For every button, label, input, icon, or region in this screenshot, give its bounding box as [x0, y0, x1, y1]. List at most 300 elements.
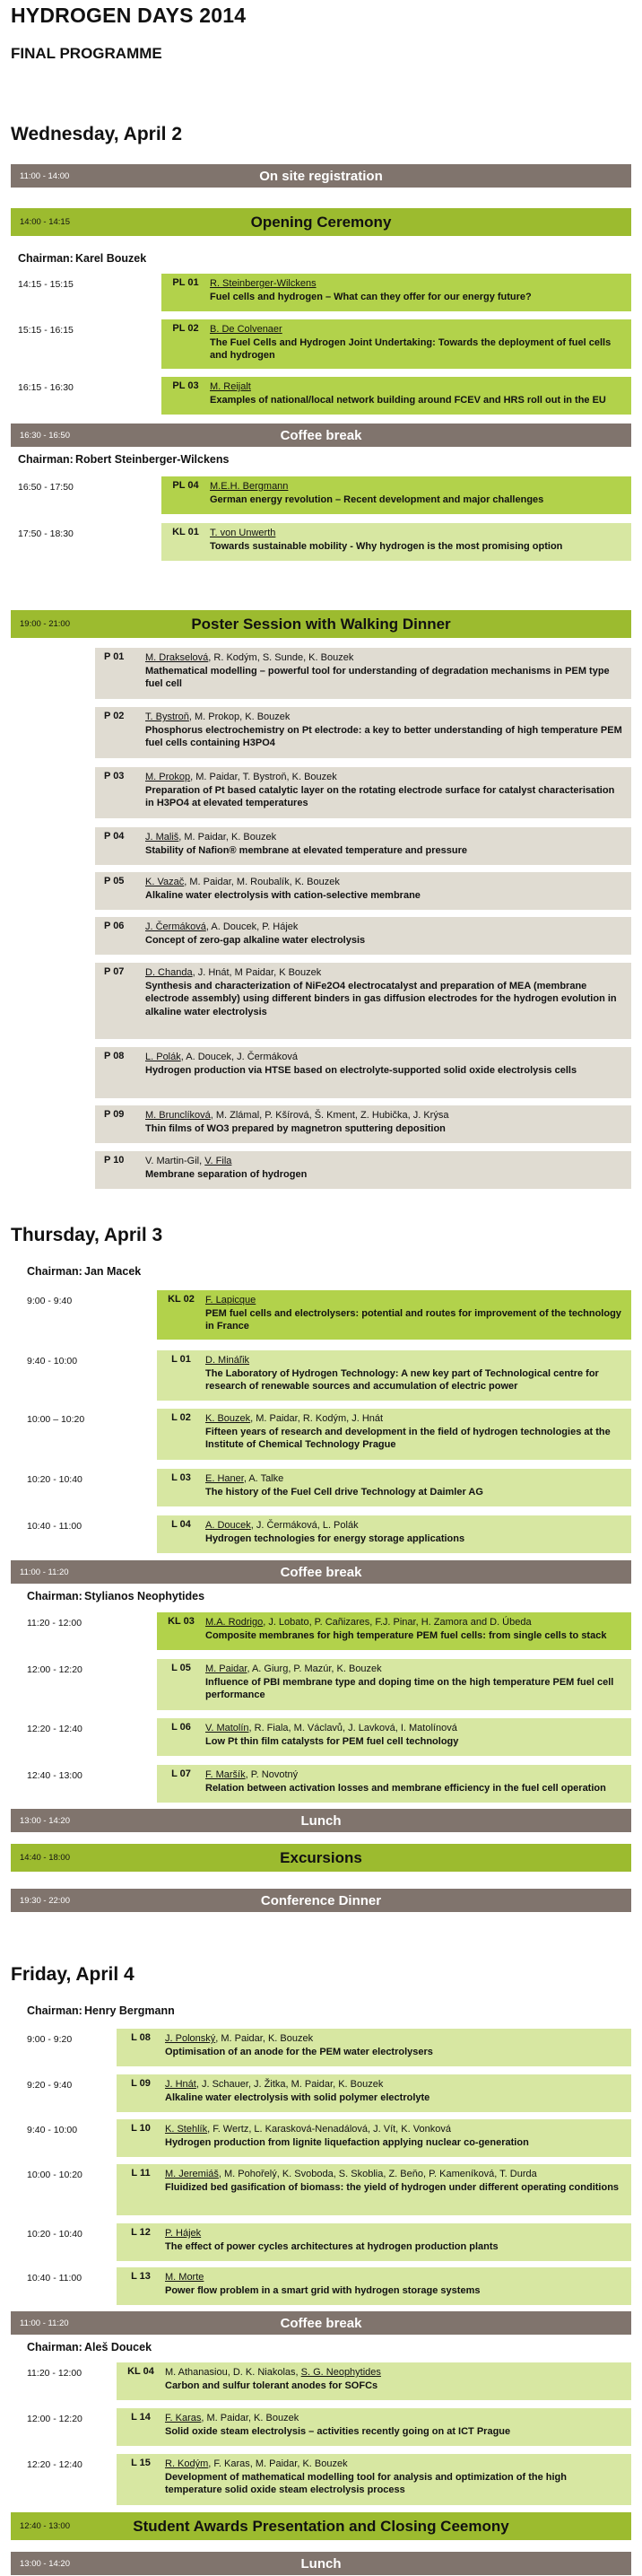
talk-time: 15:15 - 16:15	[18, 325, 74, 336]
talk-time: 12:20 - 12:40	[27, 1724, 82, 1734]
talk-code: L 14	[131, 2412, 151, 2423]
programme-title: HYDROGEN DAYS 2014	[11, 4, 247, 27]
session-label: On site registration	[259, 168, 383, 184]
talk-entry	[117, 2074, 631, 2112]
talk-title: The history of the Fuel Cell drive Technology at Daimler AG	[205, 1486, 483, 1498]
talk-code: L 15	[131, 2458, 151, 2468]
presenting-author-link[interactable]: M. Prokop	[145, 772, 191, 782]
talk-time: 10:40 - 11:00	[27, 2273, 82, 2283]
poster-entry	[95, 917, 631, 955]
talk-body	[165, 2271, 631, 2301]
talk-code: L 01	[171, 1354, 191, 1365]
poster-authors	[145, 831, 624, 844]
co-authors: , M. Paidar, K. Bouzek	[201, 2413, 299, 2423]
talk-body	[165, 2168, 631, 2212]
talk-body	[165, 2412, 631, 2442]
talk-code: L 07	[171, 1768, 191, 1779]
talk-title: Towards sustainable mobility - Why hydrogen is the most promising option	[210, 540, 563, 552]
talk-time: 12:40 - 13:00	[27, 1770, 82, 1781]
poster-code: P 05	[104, 876, 125, 886]
presenting-author-link[interactable]: M. Jeremiáš	[165, 2169, 219, 2179]
talk-code: PL 03	[172, 380, 199, 391]
talk-entry	[161, 476, 631, 514]
talk-entry	[157, 1659, 631, 1710]
talk-entry	[161, 523, 631, 561]
presenting-author-link[interactable]: V. Fila	[204, 1156, 232, 1166]
poster-entry	[95, 648, 631, 699]
talk-body	[205, 1354, 631, 1397]
co-authors: , J. Hnát, M Paidar, K Bouzek	[192, 967, 322, 978]
talk-authors	[165, 2412, 624, 2425]
talk-time: 11:20 - 12:00	[27, 2368, 82, 2379]
poster-authors	[145, 1051, 624, 1064]
talk-authors	[205, 1616, 624, 1629]
poster-entry	[95, 1151, 631, 1189]
talk-authors	[165, 2078, 624, 2091]
talk-body	[205, 1768, 631, 1799]
presenting-author-link[interactable]: J. Polonský	[165, 2033, 216, 2044]
chairman-key: Chairman:	[27, 1590, 82, 1602]
poster-authors	[145, 966, 624, 980]
chairman-line	[27, 1590, 204, 1602]
chairman-line	[27, 2341, 152, 2353]
presenting-author-link[interactable]: D. Chanda	[145, 967, 193, 978]
presenting-author-link[interactable]: V. Matolín	[205, 1723, 249, 1733]
session-label: Coffee break	[280, 1564, 362, 1580]
session-label: Coffee break	[280, 427, 362, 443]
presenting-author-link[interactable]: S. G. Neophytides	[300, 2367, 381, 2378]
session-bar	[11, 1560, 631, 1584]
poster-code: P 07	[104, 966, 125, 977]
co-authors: , J. Lobato, P. Cañizares, F.J. Pinar, H. Zamora and D. Úbeda	[263, 1617, 532, 1628]
chairman-line	[27, 1265, 141, 1278]
talk-title: Fifteen years of research and development in the field of hydrogen technologies at the Institute of Chemical Technology Prague	[205, 1426, 611, 1450]
presenting-author-link[interactable]: D. Mináľik	[205, 1355, 250, 1366]
talk-code: KL 04	[127, 2366, 154, 2377]
talk-code: L 09	[131, 2078, 151, 2089]
co-authors: , M. Prokop, K. Bouzek	[188, 712, 291, 722]
talk-authors	[210, 323, 624, 336]
poster-entry	[95, 963, 631, 1039]
session-time: 14:00 - 14:15	[20, 217, 70, 227]
poster-authors	[145, 711, 624, 724]
session-time: 12:40 - 13:00	[20, 2521, 70, 2531]
chairman-name: Henry Bergmann	[84, 2004, 175, 2017]
presenting-author-link[interactable]: M. Paidar	[205, 1663, 247, 1674]
talk-title: Examples of national/local network building around FCEV and HRS roll out in the EU	[210, 394, 606, 406]
session-bar	[11, 1809, 631, 1832]
talk-title: German energy revolution – Recent development and major challenges	[210, 493, 544, 505]
talk-authors	[165, 2168, 624, 2181]
talk-time: 16:15 - 16:30	[18, 382, 74, 393]
presenting-author-link[interactable]: K. Vazač	[145, 877, 185, 887]
presenting-author-link[interactable]: A. Doucek	[205, 1520, 251, 1531]
poster-body	[145, 831, 631, 861]
poster-title: Preparation of Pt based catalytic layer on the rotating electrode surface for catalyst characterisation in H3PO4 at elevated temperatures	[145, 784, 615, 808]
talk-code: L 12	[131, 2227, 151, 2238]
talk-entry	[161, 377, 631, 415]
talk-title: Relation between activation losses and membrane efficiency in the fuel cell operation	[205, 1782, 606, 1794]
talk-entry	[157, 1765, 631, 1803]
co-authors: , R. Kodým, S. Sunde, K. Bouzek	[208, 652, 354, 663]
chairman-name: Aleš Doucek	[84, 2341, 152, 2353]
talk-authors	[205, 1472, 624, 1486]
co-authors: , M. Paidar, T. Bystroň, K. Bouzek	[190, 772, 337, 782]
poster-entry	[95, 872, 631, 910]
talk-title: Carbon and sulfur tolerant anodes for SOFCs	[165, 2380, 378, 2391]
talk-entry	[157, 1409, 631, 1460]
talk-code: L 10	[131, 2123, 151, 2134]
talk-authors	[205, 1768, 624, 1782]
talk-body	[205, 1722, 631, 1752]
chairman-name: Jan Macek	[84, 1265, 142, 1278]
session-label: Conference Dinner	[260, 1892, 382, 1908]
poster-title: Alkaline water electrolysis with cation-selective membrane	[145, 889, 421, 901]
poster-title: Hydrogen production via HTSE based on electrolyte-supported solid oxide electrolysis cells	[145, 1064, 577, 1076]
talk-entry	[157, 1515, 631, 1553]
co-authors: , A. Doucek, P. Hájek	[205, 921, 299, 932]
talk-title: Low Pt thin film catalysts for PEM fuel cell technology	[205, 1735, 459, 1747]
talk-body	[205, 1294, 631, 1336]
chairman-name: Robert Steinberger-Wilckens	[75, 453, 230, 466]
talk-time: 9:40 - 10:00	[27, 1356, 78, 1367]
session-time: 13:00 - 14:20	[20, 2558, 70, 2569]
talk-title: Influence of PBI membrane type and doping time on the high temperature PEM fuel cell performance	[205, 1676, 614, 1700]
talk-title: PEM fuel cells and electrolysers: potential and routes for improvement of the technology in France	[205, 1307, 621, 1332]
programme-subtitle: FINAL PROGRAMME	[11, 45, 162, 62]
co-authors: , P. Novotný	[245, 1769, 299, 1780]
talk-authors	[165, 2123, 624, 2136]
talk-title: Alkaline water electrolysis with solid polymer electrolyte	[165, 2091, 430, 2103]
talk-authors	[205, 1722, 624, 1735]
poster-body	[145, 1109, 631, 1140]
co-authors: , R. Fiala, M. Václavů, J. Lavková, I. Matolínová	[248, 1723, 457, 1733]
talk-body	[205, 1472, 631, 1503]
poster-entry	[95, 1047, 631, 1098]
talk-title: Solid oxide steam electrolysis – activities recently going on at ICT Prague	[165, 2425, 511, 2437]
chairman-name: Stylianos Neophytides	[84, 1590, 205, 1602]
talk-entry	[117, 2223, 631, 2261]
session-label: Excursions	[280, 1848, 362, 1866]
co-authors: , J. Schauer, J. Žitka, M. Paidar, K. Bouzek	[195, 2079, 384, 2090]
poster-entry	[95, 1105, 631, 1143]
talk-body	[205, 1412, 631, 1456]
talk-authors	[205, 1519, 624, 1533]
talk-code: KL 03	[168, 1616, 195, 1627]
chairman-key: Chairman:	[18, 252, 74, 265]
session-label: Opening Ceremony	[250, 213, 392, 231]
presenting-author-link[interactable]: M.A. Rodrigo	[205, 1617, 264, 1628]
talk-time: 12:00 - 12:20	[27, 2414, 82, 2424]
co-authors: , A. Talke	[243, 1473, 284, 1484]
poster-code: P 02	[104, 711, 125, 721]
talk-code: KL 02	[168, 1294, 195, 1305]
session-time: 11:00 - 14:00	[20, 170, 70, 181]
day-heading: Wednesday, April 2	[11, 124, 182, 144]
talk-body	[210, 277, 631, 308]
session-bar	[11, 610, 631, 638]
talk-entry	[117, 2119, 631, 2157]
talk-body	[210, 380, 631, 411]
talk-title: Power flow problem in a smart grid with hydrogen storage systems	[165, 2284, 481, 2296]
presenting-author-link[interactable]: M. Brunclíková	[145, 1110, 211, 1121]
talk-time: 9:00 - 9:20	[27, 2034, 73, 2045]
chairman-line	[18, 252, 146, 265]
poster-body	[145, 921, 631, 951]
session-label: Coffee break	[280, 2315, 362, 2331]
talk-title: Composite membranes for high temperature PEM fuel cells: from single cells to stack	[205, 1629, 607, 1641]
day-heading: Thursday, April 3	[11, 1225, 163, 1245]
presenting-author-link[interactable]: R. Kodým	[165, 2458, 209, 2469]
talk-title: The Laboratory of Hydrogen Technology: A new key part of Technological centre for research of renewable sources and accumulation of electric power	[205, 1367, 599, 1392]
co-authors: , J. Čermáková, L. Polák	[250, 1520, 359, 1531]
presenting-author-link[interactable]: M.E.H. Bergmann	[210, 481, 289, 492]
presenting-author-link[interactable]: J. Čermáková	[145, 921, 206, 932]
poster-title: Membrane separation of hydrogen	[145, 1168, 308, 1180]
presenting-author-link[interactable]: P. Hájek	[165, 2228, 202, 2239]
poster-code: P 01	[104, 651, 125, 662]
talk-body	[210, 323, 631, 365]
talk-time: 10:00 – 10:20	[27, 1414, 85, 1425]
co-authors: , M. Paidar, K. Bouzek	[215, 2033, 314, 2044]
poster-body	[145, 966, 631, 1035]
talk-time: 9:20 - 9:40	[27, 2080, 73, 2091]
poster-body	[145, 711, 631, 755]
talk-title: The Fuel Cells and Hydrogen Joint Undertaking: Towards the deployment of fuel cells and hydrogen	[210, 336, 612, 361]
presenting-author-link[interactable]: K. Stehlík	[165, 2124, 208, 2135]
talk-time: 16:50 - 17:50	[18, 482, 74, 493]
chairman-line	[27, 2004, 175, 2017]
talk-authors	[165, 2366, 624, 2380]
talk-entry	[117, 2267, 631, 2305]
talk-authors	[205, 1663, 624, 1676]
poster-body	[145, 876, 631, 906]
poster-authors	[145, 651, 624, 665]
poster-code: P 10	[104, 1155, 125, 1166]
session-bar	[11, 2512, 631, 2540]
poster-title: Stability of Nafion® membrane at elevated temperature and pressure	[145, 844, 467, 856]
poster-title: Synthesis and characterization of NiFe2O4 electrocatalyst and preparation of MEA (membrane electrode assembly) using different binders in gas diffusion electrodes for the hydrogen evolution in alkaline water electrolysis	[145, 980, 617, 1017]
session-bar	[11, 1844, 631, 1872]
session-bar	[11, 2311, 631, 2335]
talk-body	[210, 480, 631, 511]
talk-authors	[210, 277, 624, 291]
talk-code: L 06	[171, 1722, 191, 1733]
session-time: 13:00 - 14:20	[20, 1815, 70, 1826]
talk-entry	[157, 1612, 631, 1650]
presenting-author-link[interactable]: M. Drakselová	[145, 652, 209, 663]
poster-body	[145, 651, 631, 695]
talk-code: L 02	[171, 1412, 191, 1423]
presenting-author-link[interactable]: F. Lapicque	[205, 1295, 256, 1305]
session-label: Lunch	[300, 1812, 342, 1829]
co-authors: , M. Paidar, K. Bouzek	[178, 832, 277, 843]
talk-entry	[157, 1290, 631, 1340]
co-authors: , M. Paidar, M. Roubalík, K. Bouzek	[184, 877, 340, 887]
session-time: 16:30 - 16:50	[20, 430, 70, 441]
co-authors: , M. Zlámal, P. Kšírová, Š. Kment, Z. Hubička, J. Krýsa	[210, 1110, 449, 1121]
talk-body	[165, 2032, 631, 2063]
session-bar	[11, 424, 631, 447]
talk-entry	[117, 2408, 631, 2446]
co-authors: , A. Giurg, P. Mazúr, K. Bouzek	[247, 1663, 382, 1674]
talk-title: Hydrogen production from lignite liquefaction applying nuclear co-generation	[165, 2136, 529, 2148]
talk-title: Development of mathematical modelling tool for analysis and optimization of the high temperature solid oxide steam electrolysis process	[165, 2471, 567, 2495]
talk-time: 10:40 - 11:00	[27, 1521, 82, 1532]
presenting-author-link[interactable]: R. Steinberger-Wilckens	[210, 278, 317, 289]
co-authors: , A. Doucek, J. Čermáková	[180, 1052, 298, 1062]
presenting-author-link[interactable]: J. Hnát	[165, 2079, 196, 2090]
presenting-author-link[interactable]: T. Bystroň	[145, 712, 189, 722]
poster-title: Mathematical modelling – powerful tool for understanding of degradation mechanisms in PEM type fuel cell	[145, 665, 610, 689]
talk-time: 9:00 - 9:40	[27, 1296, 73, 1306]
poster-title: Thin films of WO3 prepared by magnetron sputtering deposition	[145, 1122, 446, 1134]
talk-title: Hydrogen technologies for energy storage applications	[205, 1533, 465, 1544]
talk-code: L 03	[171, 1472, 191, 1483]
day-heading: Friday, April 4	[11, 1964, 134, 1985]
talk-title: Optimisation of an anode for the PEM water electrolysers	[165, 2046, 433, 2057]
poster-entry	[95, 767, 631, 818]
session-time: 19:30 - 22:00	[20, 1895, 70, 1906]
poster-authors	[145, 1155, 624, 1168]
talk-time: 12:20 - 12:40	[27, 2459, 82, 2470]
talk-body	[165, 2078, 631, 2109]
presenting-author-link[interactable]: L. Polák	[145, 1052, 181, 1062]
poster-authors	[145, 921, 624, 934]
talk-title: Fuel cells and hydrogen – What can they offer for our energy future?	[210, 291, 532, 302]
talk-code: L 13	[131, 2271, 151, 2282]
presenting-author-link[interactable]: M. Reijalt	[210, 381, 251, 392]
session-time: 11:00 - 11:20	[20, 1567, 69, 1577]
session-time: 19:00 - 21:00	[20, 619, 70, 629]
talk-authors	[165, 2227, 624, 2240]
session-bar	[11, 208, 631, 236]
session-bar	[11, 1889, 631, 1912]
talk-code: PL 04	[172, 480, 199, 491]
chairman-line	[18, 453, 229, 466]
talk-title: The effect of power cycles architectures at hydrogen production plants	[165, 2240, 499, 2252]
talk-code: L 04	[171, 1519, 191, 1530]
talk-authors	[210, 380, 624, 394]
poster-title: Concept of zero-gap alkaline water electrolysis	[145, 934, 366, 946]
poster-entry	[95, 707, 631, 758]
talk-entry	[117, 2362, 631, 2400]
talk-time: 9:40 - 10:00	[27, 2125, 78, 2135]
talk-authors	[205, 1412, 624, 1426]
poster-code: P 09	[104, 1109, 125, 1120]
co-authors: , M. Paidar, R. Kodým, J. Hnát	[250, 1413, 384, 1424]
talk-body	[165, 2366, 631, 2397]
poster-code: P 08	[104, 1051, 125, 1061]
talk-authors	[165, 2032, 624, 2046]
talk-title: Fluidized bed gasification of biomass: the yield of hydrogen under different operating conditions	[165, 2181, 620, 2193]
poster-body	[145, 771, 631, 815]
co-authors: , M. Pohořelý, K. Svoboda, S. Skoblia, Z. Beňo, P. Kameníková, T. Durda	[218, 2169, 537, 2179]
talk-authors	[210, 480, 624, 493]
talk-body	[165, 2458, 631, 2502]
presenting-author-link[interactable]: T. von Unwerth	[210, 528, 276, 538]
talk-time: 10:00 - 10:20	[27, 2170, 82, 2180]
presenting-author-link[interactable]: M. Morte	[165, 2272, 204, 2283]
poster-authors	[145, 876, 624, 889]
talk-time: 10:20 - 10:40	[27, 2229, 82, 2240]
talk-entry	[157, 1718, 631, 1756]
talk-entry	[157, 1350, 631, 1401]
poster-body	[145, 1155, 631, 1185]
talk-time: 17:50 - 18:30	[18, 528, 74, 539]
chairman-key: Chairman:	[18, 453, 74, 466]
talk-authors	[165, 2458, 624, 2471]
talk-time: 10:20 - 10:40	[27, 1474, 82, 1485]
poster-body	[145, 1051, 631, 1095]
talk-entry	[117, 2029, 631, 2066]
session-label: Lunch	[300, 2555, 342, 2572]
chairman-key: Chairman:	[27, 2004, 82, 2017]
chairman-key: Chairman:	[27, 2341, 82, 2353]
talk-entry	[161, 274, 631, 311]
talk-code: PL 02	[172, 323, 199, 334]
talk-authors	[205, 1294, 624, 1307]
co-authors-before: V. Martin-Gil,	[145, 1156, 205, 1166]
co-authors: , F. Wertz, L. Karasková-Nenadálová, J. Vít, K. Vonková	[207, 2124, 451, 2135]
poster-code: P 06	[104, 921, 125, 931]
chairman-key: Chairman:	[27, 1265, 82, 1278]
presenting-author-link[interactable]: F. Maršík	[205, 1769, 246, 1780]
presenting-author-link[interactable]: J. Mališ	[145, 832, 179, 843]
poster-authors	[145, 1109, 624, 1122]
talk-body	[210, 527, 631, 557]
session-label: Student Awards Presentation and Closing Ceemony	[133, 2517, 509, 2535]
presenting-author-link[interactable]: E. Haner	[205, 1473, 244, 1484]
talk-body	[165, 2123, 631, 2153]
talk-authors	[205, 1354, 624, 1367]
session-time: 11:00 - 11:20	[20, 2318, 69, 2328]
session-label: Poster Session with Walking Dinner	[191, 615, 451, 633]
talk-entry	[117, 2164, 631, 2215]
talk-code: L 08	[131, 2032, 151, 2043]
talk-code: KL 01	[172, 527, 199, 537]
poster-authors	[145, 771, 624, 784]
talk-code: L 11	[131, 2168, 151, 2179]
talk-body	[205, 1519, 631, 1550]
poster-entry	[95, 827, 631, 865]
co-authors-before: M. Athanasiou, D. K. Niakolas,	[165, 2367, 301, 2378]
talk-time: 14:15 - 15:15	[18, 279, 74, 290]
talk-body	[205, 1663, 631, 1707]
talk-entry	[161, 319, 631, 369]
talk-time: 12:00 - 12:20	[27, 1664, 82, 1675]
talk-entry	[117, 2454, 631, 2505]
talk-authors	[165, 2271, 624, 2284]
poster-code: P 04	[104, 831, 125, 842]
chairman-name: Karel Bouzek	[75, 252, 147, 265]
talk-code: PL 01	[172, 277, 199, 288]
poster-code: P 03	[104, 771, 125, 782]
talk-entry	[157, 1469, 631, 1506]
co-authors: , F. Karas, M. Paidar, K. Bouzek	[208, 2458, 348, 2469]
talk-time: 11:20 - 12:00	[27, 1618, 82, 1629]
presenting-author-link[interactable]: B. De Colvenaer	[210, 324, 282, 335]
talk-body	[165, 2227, 631, 2257]
talk-code: L 05	[171, 1663, 191, 1673]
poster-title: Phosphorus electrochemistry on Pt electrode: a key to better understanding of high temperature PEM fuel cells containing H3PO4	[145, 724, 622, 748]
talk-authors	[210, 527, 624, 540]
presenting-author-link[interactable]: K. Bouzek	[205, 1413, 251, 1424]
talk-body	[205, 1616, 631, 1646]
presenting-author-link[interactable]: F. Karas	[165, 2413, 202, 2423]
session-bar	[11, 2552, 631, 2575]
session-bar	[11, 164, 631, 188]
